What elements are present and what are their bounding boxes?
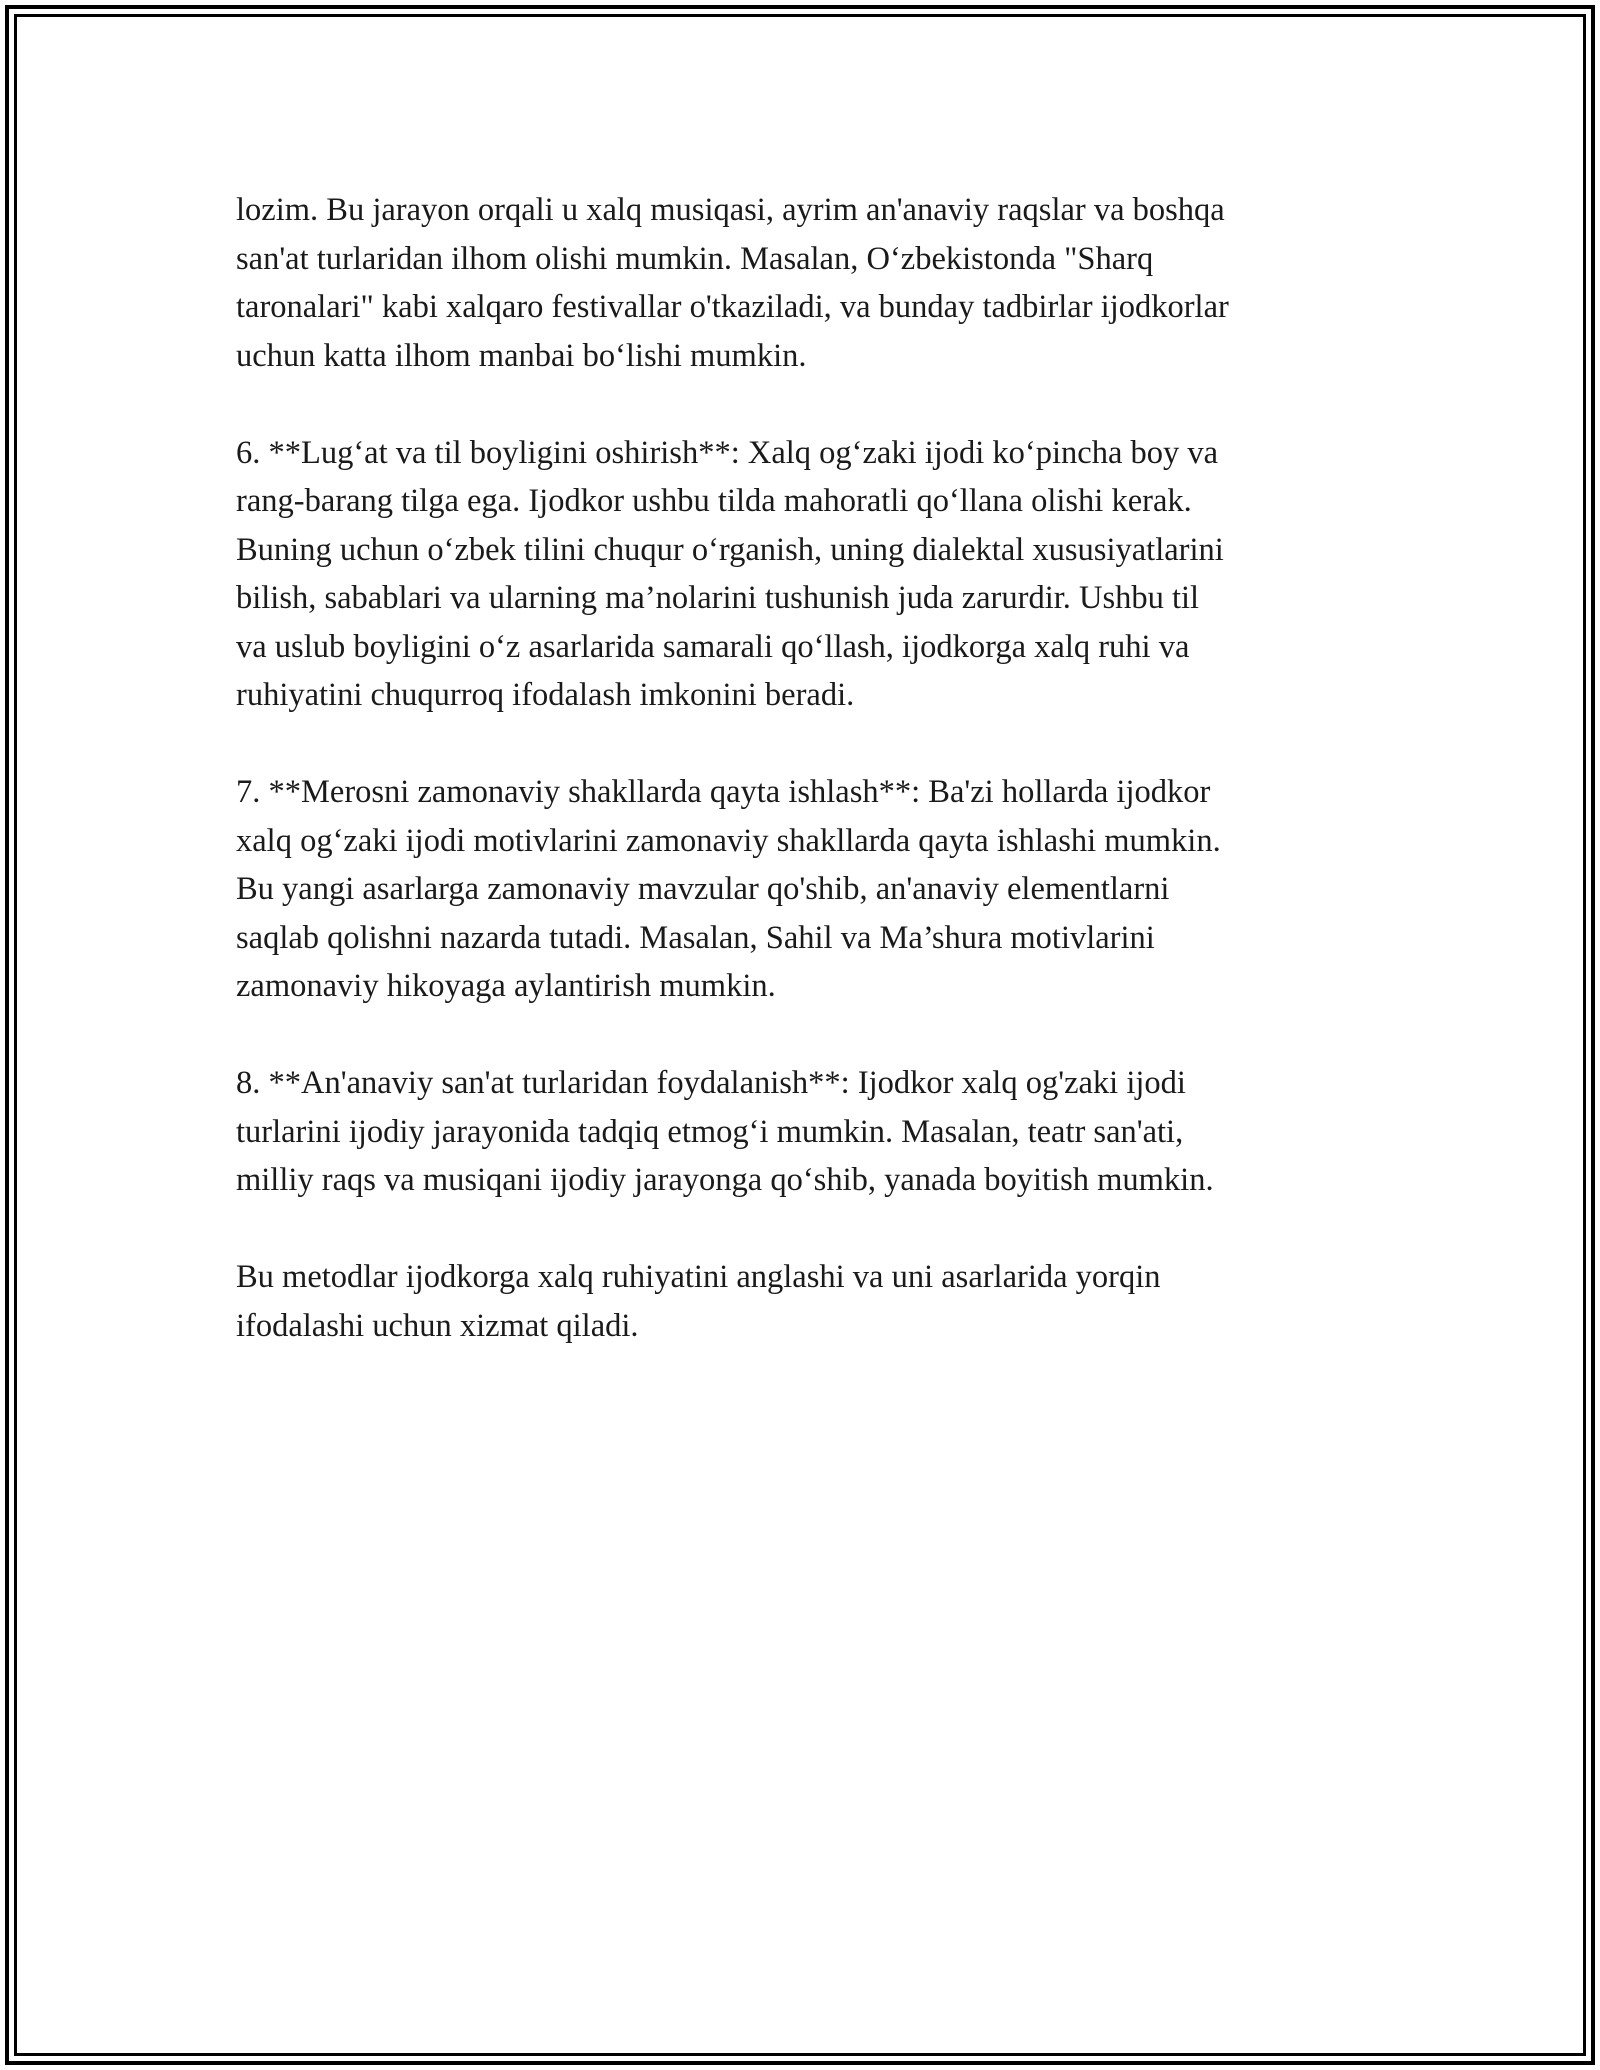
paragraph-continuation: lozim. Bu jarayon orqali u xalq musiqasi, ayrim an'anaviy raqslar va boshqa san'at turlaridan ilhom olishi mumkin. Masalan, O‘zbekistonda "Sharq taronalari" kabi xalqaro festivallar o'tkaziladi, va bunday tadbirlar ijodkorlar uchun katta ilhom manbai bo‘lishi mumkin. — [236, 192, 1229, 374]
paragraph-item-7: 7. **Merosni zamonaviy shakllarda qayta ishlash**: Ba'zi hollarda ijodkor xalq og‘zaki ijodi motivlarini zamonaviy shakllarda qayta ishlashi mumkin. Bu yangi asarlarga zamonaviy mavzular qo'shib, an'anaviy elementlarni saqlab qolishni nazarda tutadi. Masalan, Sahil va Ma’shura motivlarini zamonaviy hikoyaga aylantirish mumkin. — [236, 774, 1221, 1004]
document-body — [236, 186, 1366, 1399]
paragraph-conclusion: Bu metodlar ijodkorga xalq ruhiyatini anglashi va uni asarlarida yorqin ifodalashi uchun xizmat qiladi. — [236, 1259, 1161, 1344]
paragraph-item-8: 8. **An'anaviy san'at turlaridan foydalanish**: Ijodkor xalq og'zaki ijodi turlarini ijodiy jarayonida tadqiq etmog‘i mumkin. Masalan, teatr san'ati, milliy raqs va musiqani ijodiy jarayonga qo‘shib, yanada boyitish mumkin. — [236, 1065, 1214, 1198]
paragraph-item-6: 6. **Lug‘at va til boyligini oshirish**: Xalq og‘zaki ijodi ko‘pincha boy va rang-barang tilga ega. Ijodkor ushbu tilda mahoratli qo‘llana olishi kerak. Buning uchun o‘zbek tilini chuqur o‘rganish, uning dialektal xususiyatlarini bilish, sabablari va ularning ma’nolarini tushunish juda zarurdir. Ushbu til va uslub boyligini o‘z asarlarida samarali qo‘llash, ijodkorga xalq ruhi va ruhiyatini chuqurroq ifodalash imkonini beradi. — [236, 434, 1224, 713]
